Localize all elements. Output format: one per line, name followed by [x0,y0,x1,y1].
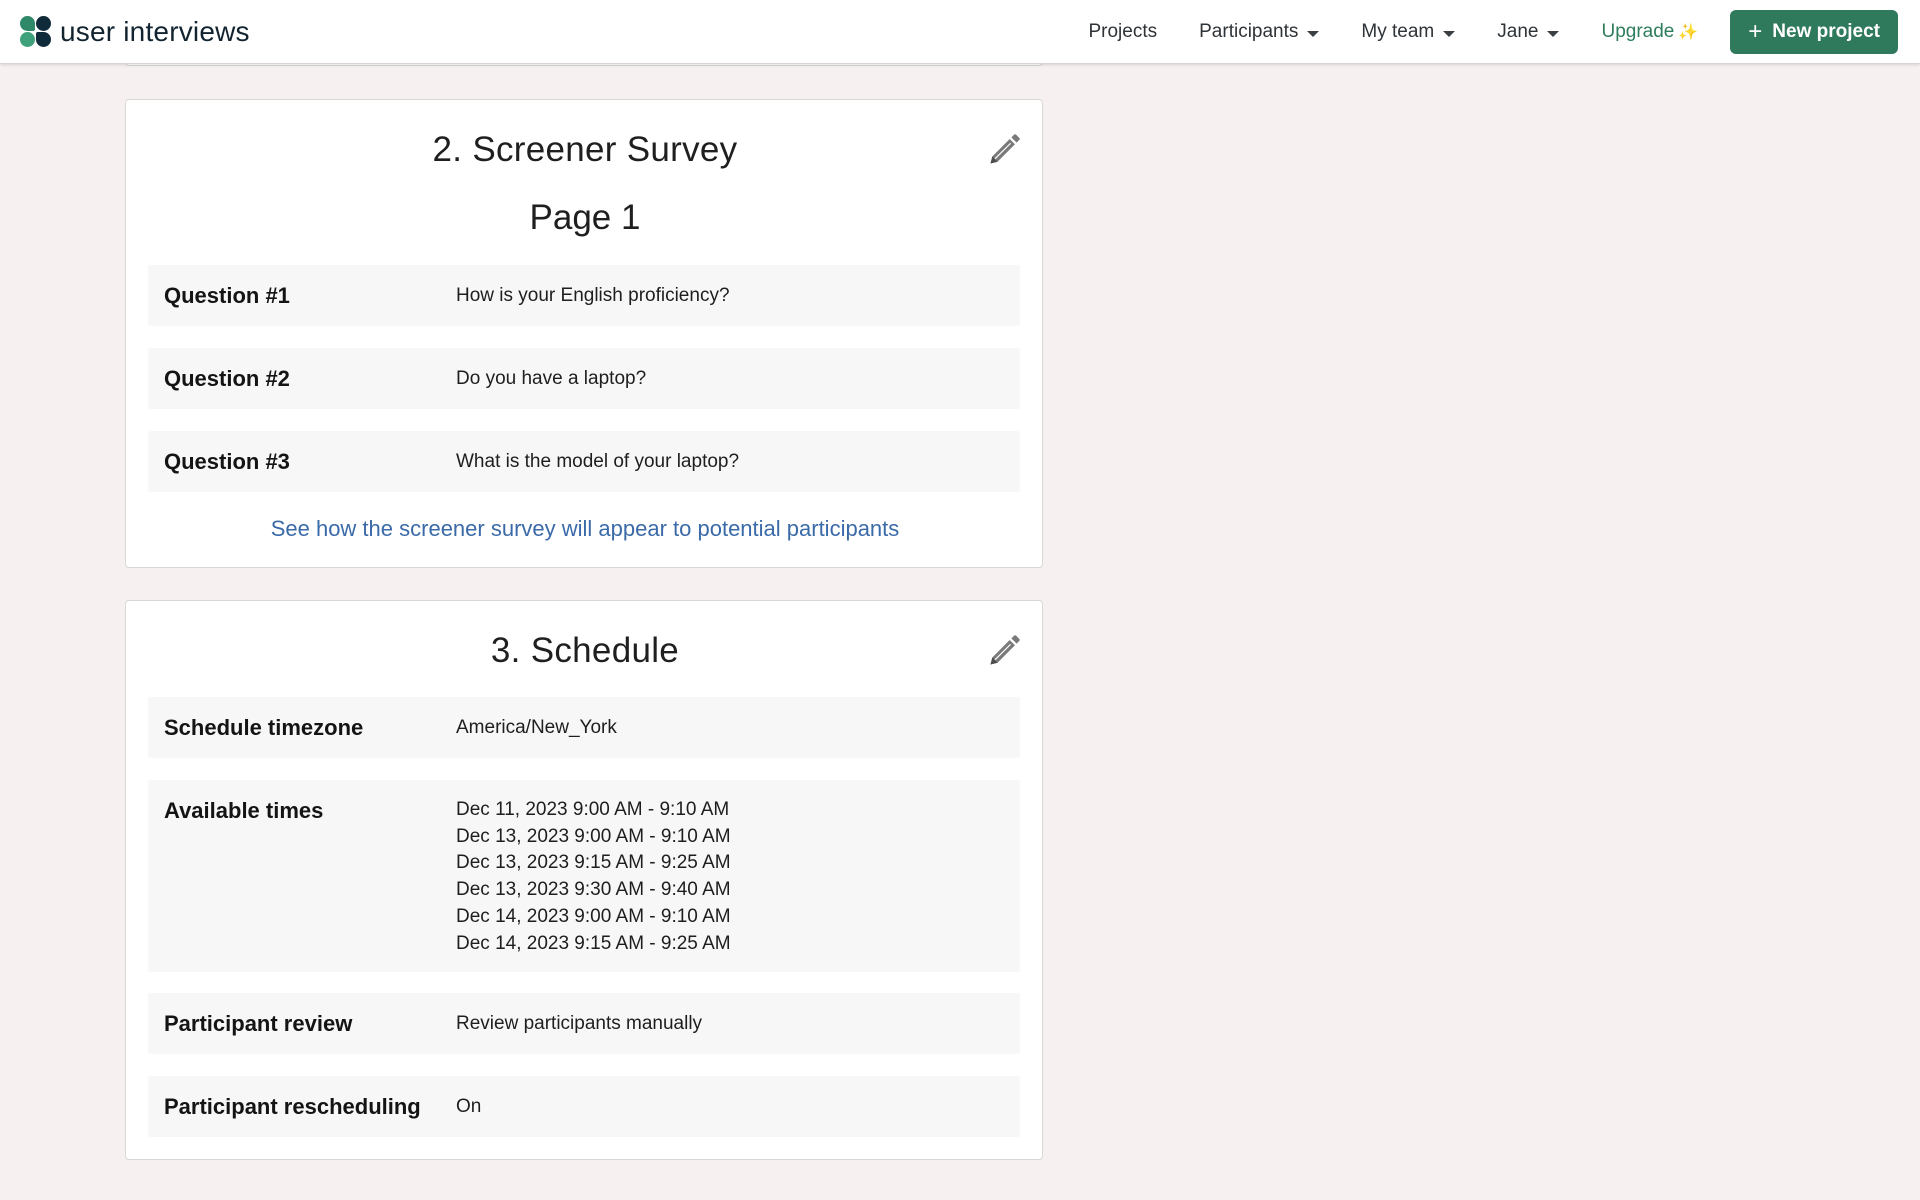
nav-user-menu[interactable] [1497,21,1559,43]
time-slot: Dec 11, 2023 9:00 AM - 9:10 AM [456,799,730,820]
screener-page-label: Page 1 [529,198,641,237]
question-label: Question #1 [164,283,290,308]
caret-down-icon [1547,31,1559,37]
top-nav-bar [0,0,1920,64]
time-slot: Dec 14, 2023 9:15 AM - 9:25 AM [456,932,731,954]
participant-review-row [148,993,1020,1054]
schedule-timezone-row [148,697,1020,758]
time-slot: Dec 14, 2023 9:00 AM - 9:10 AM [456,905,731,927]
nav-upgrade-link[interactable] [1601,21,1698,43]
nav-participants-dropdown[interactable] [1199,21,1319,43]
screener-survey-title: 2. Screener Survey [432,130,738,169]
caret-down-icon [1443,31,1455,37]
screener-survey-card [125,99,1043,568]
time-slot: Dec 13, 2023 9:00 AM - 9:10 AM [456,825,731,847]
schedule-title: 3. Schedule [490,631,680,670]
main-nav [1046,10,1898,54]
sparkle-icon: ✨ [1678,24,1699,41]
user-interviews-logo-icon [20,16,52,48]
screener-question-row [148,348,1020,409]
timezone-label: Schedule timezone [164,715,364,740]
time-slot: Dec 13, 2023 9:30 AM - 9:40 AM [456,879,731,901]
new-project-label: New project [1772,21,1880,42]
nav-upgrade-label: Upgrade [1601,21,1675,42]
participant-rescheduling-row [148,1076,1020,1137]
new-project-button[interactable] [1730,10,1898,54]
screener-question-row [148,431,1020,492]
nav-projects[interactable] [1088,21,1157,43]
question-text: What is the model of your laptop? [456,451,740,472]
nav-my-team-dropdown[interactable] [1361,21,1455,43]
participant-review-value: Review participants manually [456,1013,703,1034]
nav-participants-label: Participants [1199,21,1299,42]
timezone-value: America/New_York [456,717,617,738]
caret-down-icon [1307,31,1319,37]
screener-preview-link[interactable]: See how the screener survey will appear to potential participants [270,516,900,541]
available-times-list [456,797,731,957]
question-text: How is your English proficiency? [456,285,730,306]
plus-icon: + [1748,18,1763,45]
nav-user-label: Jane [1497,21,1539,42]
question-label: Question #3 [164,449,290,474]
available-times-label: Available times [164,798,324,823]
screener-question-row [148,265,1020,326]
question-text: Do you have a laptop? [456,368,647,389]
question-label: Question #2 [164,366,290,391]
nav-my-team-label: My team [1361,21,1435,42]
participant-rescheduling-value: On [456,1096,482,1117]
brand-name: user interviews [60,16,250,47]
participant-rescheduling-label: Participant rescheduling [164,1094,421,1119]
nav-projects-label: Projects [1088,21,1158,42]
schedule-card [125,600,1043,1160]
pencil-edit-icon[interactable] [986,132,1022,168]
participant-review-label: Participant review [164,1011,353,1036]
brand-logo[interactable] [20,15,250,49]
pencil-edit-icon[interactable] [986,633,1022,669]
time-slot: Dec 13, 2023 9:15 AM - 9:25 AM [456,852,731,874]
available-times-row [148,780,1020,972]
